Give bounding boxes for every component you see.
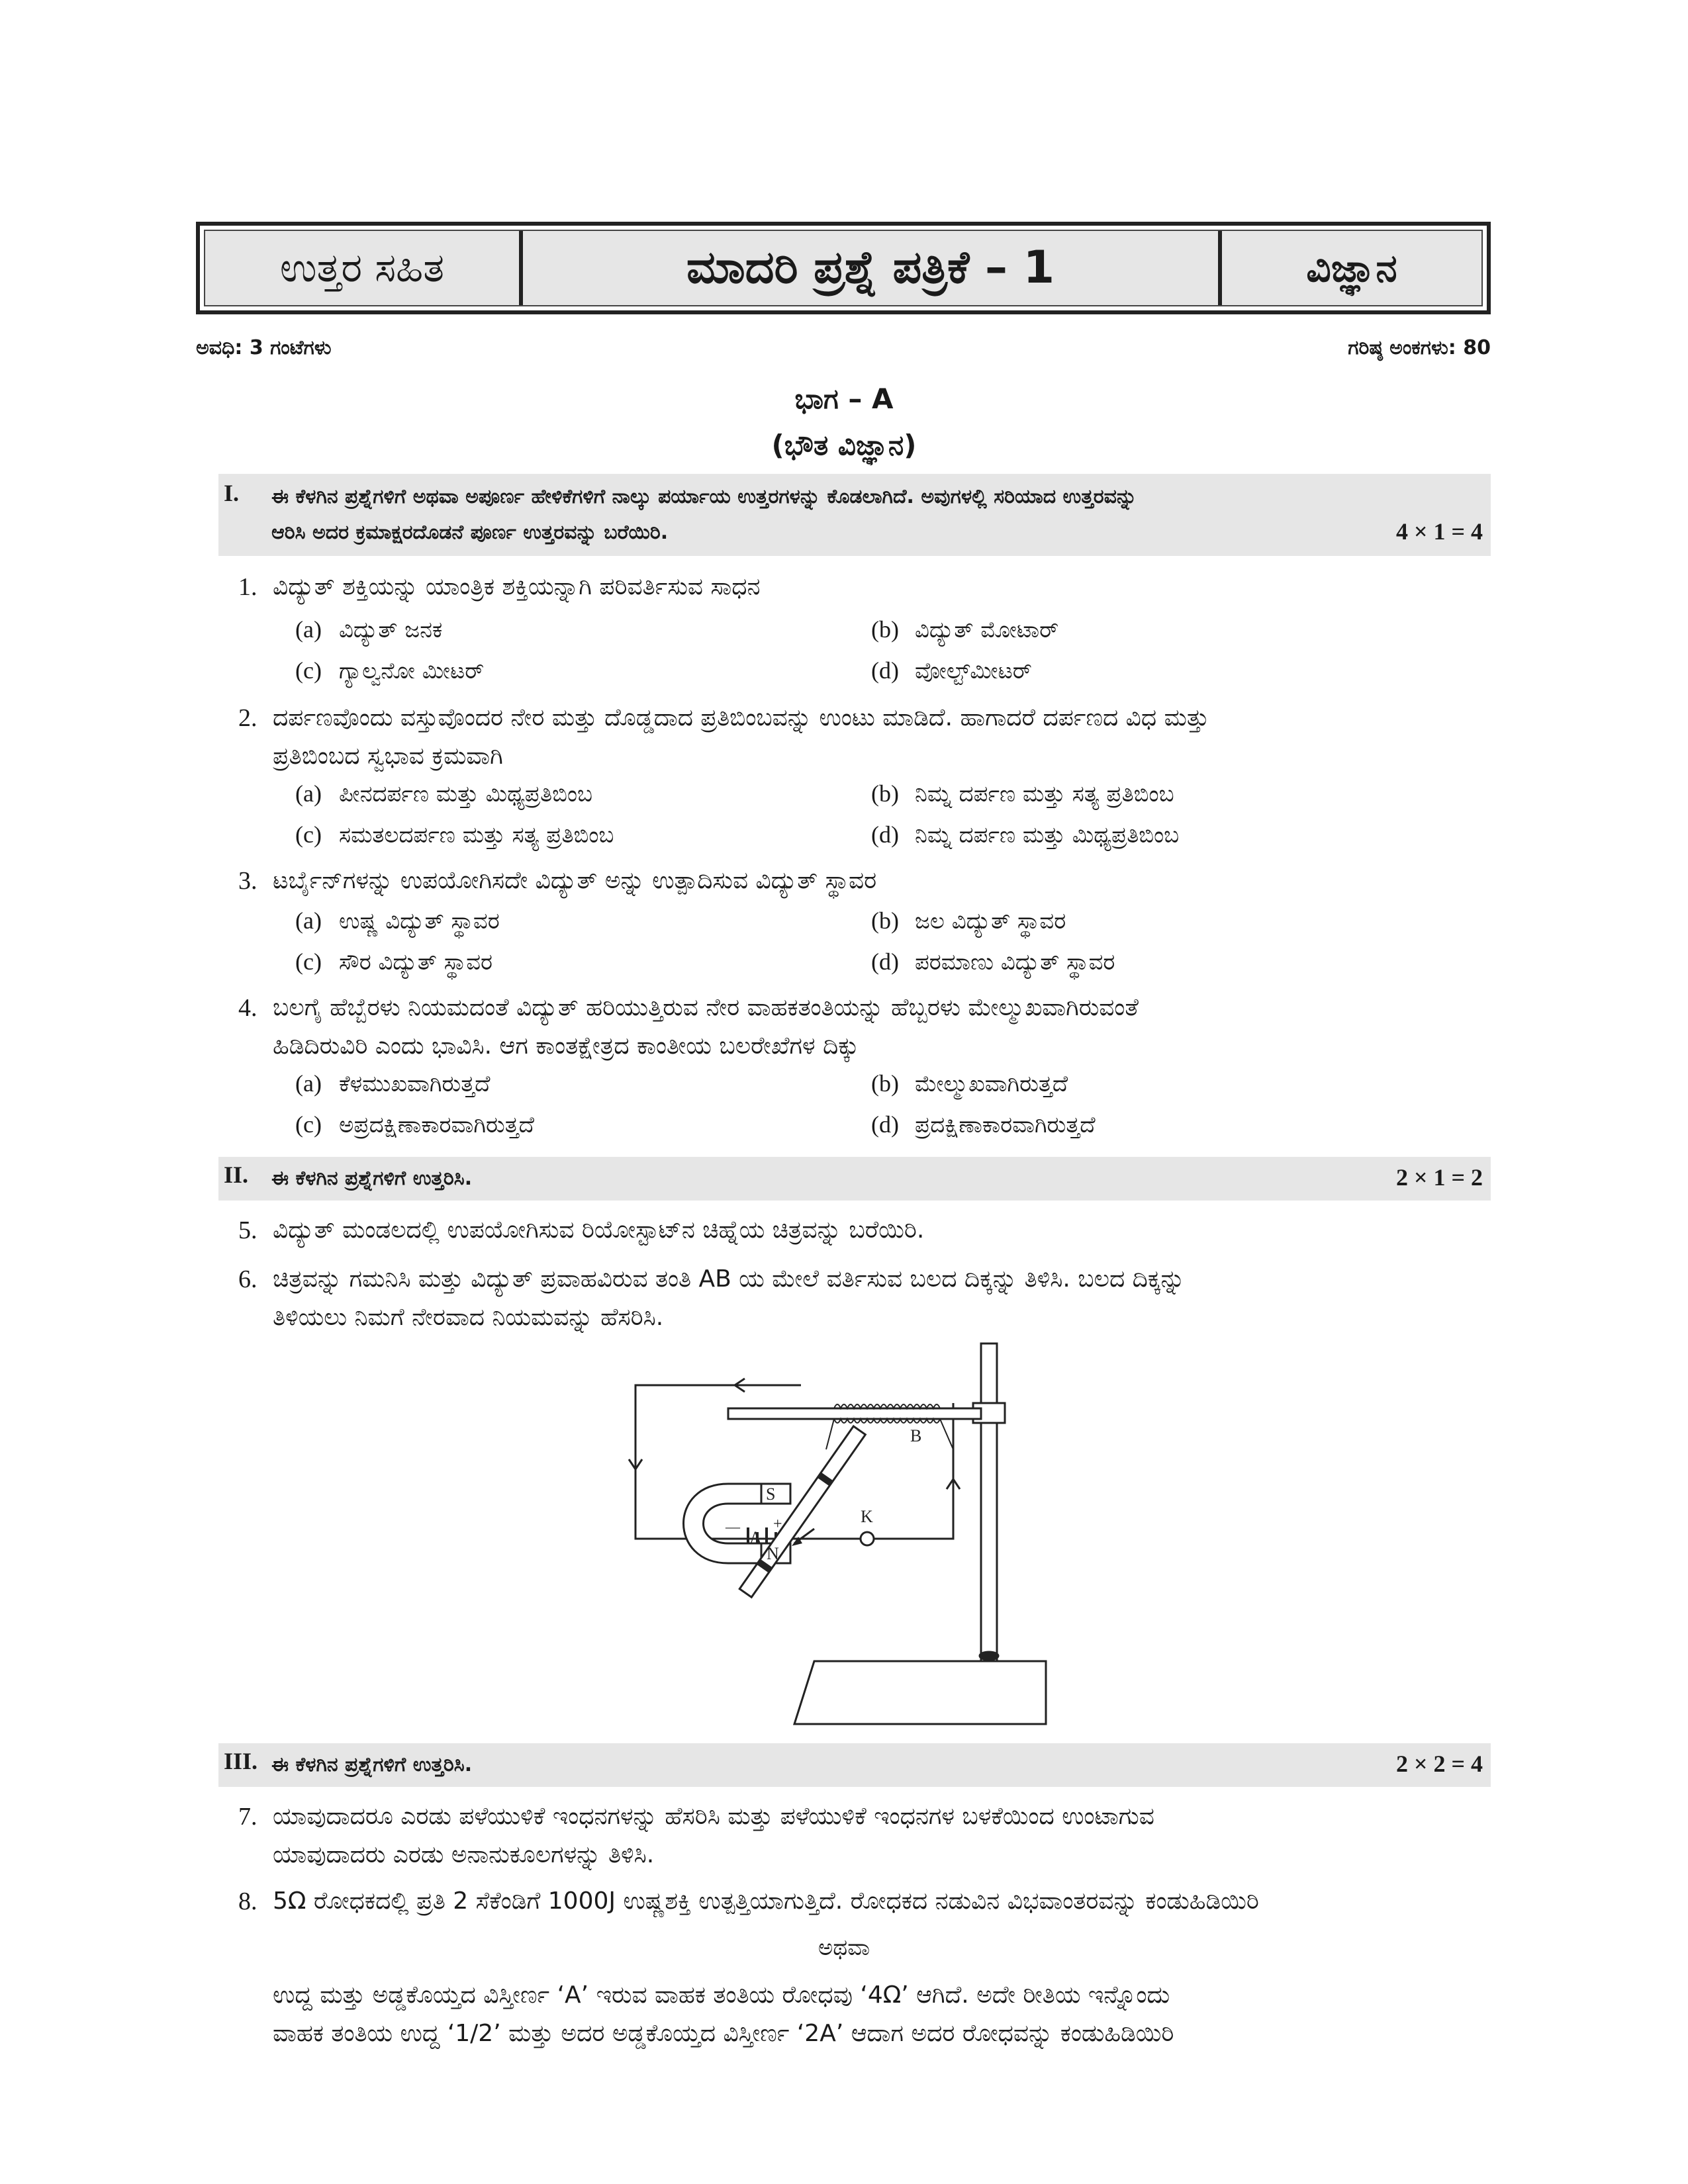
q4-option-a: (a) ಕೆಳಮುಖವಾಗಿರುತ್ತದೆ	[295, 1070, 491, 1097]
max-marks: ಗರಿಷ್ಠ ಅಂಕಗಳು: 80	[1348, 336, 1491, 359]
q3-option-a: (a) ಉಷ್ಣ ವಿದ್ಯುತ್ ಸ್ಥಾವರ	[295, 907, 500, 934]
question-2: 2. ದರ್ಪಣವೊಂದು ವಸ್ತುವೊಂದರ ನೇರ ಮತ್ತು ದೊಡ್ಡದಾದ ಪ್ರತಿಬಿಂಬವನ್ನು ಉಂಟು ಮಾಡಿದೆ. ಹಾಗಾದರೆ ದರ್ಪಣದ ವಿಧ ಮತ್ತು ಪ್ರತಿಬಿಂಬದ ಸ್ವಭಾವ ಕ್ರಮವಾಗಿ	[238, 704, 1209, 770]
q2-option-a: (a) ಪೀನದರ್ಪಣ ಮತ್ತು ಮಿಥ್ಯಪ್ರತಿಬಿಂಬ	[295, 780, 593, 807]
header-subject: ವಿಜ್ಞಾನ	[1306, 245, 1397, 291]
label-n: N	[767, 1544, 779, 1563]
label-s: S	[766, 1484, 776, 1504]
question-6: 6. ಚಿತ್ರವನ್ನು ಗಮನಿಸಿ ಮತ್ತು ವಿದ್ಯುತ್ ಪ್ರವಾಹವಿರುವ ತಂತಿ AB ಯ ಮೇಲೆ ವರ್ತಿಸುವ ಬಲದ ದಿಕ್ಕನ್ನು ತಿಳಿಸಿ. ಬಲದ ದಿಕ್ಕನ್ನು ತಿಳಿಯಲು ನಿಮಗೆ ನೇರವಾದ ನಿಯಮವನ್ನು ಹೆಸರಿಸಿ.	[238, 1265, 1185, 1331]
label-a: A	[749, 1528, 762, 1547]
stand-base	[794, 1661, 1046, 1724]
q3-option-c: (c) ಸೌರ ವಿದ್ಯುತ್ ಸ್ಥಾವರ	[295, 948, 493, 976]
q8-or: ಅಥವಾ	[818, 1934, 870, 1961]
question-8: 8. 5Ω ರೋಧಕದಲ್ಲಿ ಪ್ರತಿ 2 ಸೆಕೆಂಡಿಗೆ 1000J ಉಷ್ಣಶಕ್ತಿ ಉತ್ಪತ್ತಿಯಾಗುತ್ತಿದೆ. ರೋಧಕದ ನಡುವಿನ ವಿಭವಾಂತರವನ್ನು ಕಂಡುಹಿಡಿಯಿರಿ	[238, 1888, 1259, 1915]
section-1-heading: I. ಈ ಕೆಳಗಿನ ಪ್ರಶ್ನೆಗಳಿಗೆ ಅಥವಾ ಅಪೂರ್ಣ ಹೇಳಿಕೆಗಳಿಗೆ ನಾಲ್ಕು ಪರ್ಯಾಯ ಉತ್ತರಗಳನ್ನು ಕೊಡಲಾಗಿದೆ. ಅವುಗಳಲ್ಲಿ ಸರಿಯಾದ ಉತ್ತರವನ್ನು ಆರಿಸಿ ಅದರ ಕ್ರಮಾಕ್ಷರದೊಡನೆ ಪೂರ್ಣ ಉತ್ತರವನ್ನು ಬರೆಯಿರಿ. 4 × 1 = 4	[218, 474, 1491, 556]
hanging-wire-left	[826, 1419, 834, 1449]
label-k: K	[861, 1507, 873, 1526]
q2-option-d: (d) ನಿಮ್ನ ದರ್ಪಣ ಮತ್ತು ಮಿಥ್ಯಪ್ರತಿಬಿಂಬ	[871, 821, 1180, 848]
q4-option-c: (c) ಅಪ್ರದಕ್ಷಿಣಾಕಾರವಾಗಿರುತ್ತದೆ	[295, 1111, 534, 1138]
header-box	[196, 222, 1491, 314]
header-with-answers: ಉತ್ತರ ಸಹಿತ	[205, 231, 523, 305]
label-b: B	[910, 1426, 922, 1445]
section-3-heading: III. ಈ ಕೆಳಗಿನ ಪ್ರಶ್ನೆಗಳಿಗೆ ಉತ್ತರಿಸಿ. 2 × 2 = 4	[218, 1743, 1491, 1787]
conductor-rod-ab	[739, 1426, 865, 1597]
section-2-heading: II. ಈ ಕೆಳಗಿನ ಪ್ರಶ್ನೆಗಳಿಗೆ ಉತ್ತರಿಸಿ. 2 × 1 = 2	[218, 1157, 1491, 1201]
part-title: ಭಾಗ – A	[794, 383, 894, 415]
q3-option-d: (d) ಪರಮಾಣು ವಿದ್ಯುತ್ ಸ್ಥಾವರ	[871, 948, 1115, 976]
q1-option-d: (d) ವೋಲ್ಟ್‌ಮೀಟರ್	[871, 657, 1032, 684]
question-1: 1. ವಿದ್ಯುತ್ ಶಕ್ತಿಯನ್ನು ಯಾಂತ್ರಿಕ ಶಕ್ತಿಯನ್ನಾಗಿ ಪರಿವರ್ತಿಸುವ ಸಾಧನ	[238, 573, 761, 601]
question-4: 4. ಬಲಗೈ ಹೆಬ್ಬೆರಳು ನಿಯಮದಂತೆ ವಿದ್ಯುತ್ ಹರಿಯುತ್ತಿರುವ ನೇರ ವಾಹಕತಂತಿಯನ್ನು ಹೆಬ್ಬರಳು ಮೇಲ್ಮುಖವಾಗಿರುವಂತೆ ಹಿಡಿದಿರುವಿರಿ ಎಂದು ಭಾವಿಸಿ. ಆಗ ಕಾಂತಕ್ಷೇತ್ರದ ಕಾಂತೀಯ ಬಲರೇಖೆಗಳ ದಿಕ್ಕು	[238, 994, 1139, 1060]
q4-option-b: (b) ಮೇಲ್ಮುಖವಾಗಿರುತ್ತದೆ	[871, 1070, 1068, 1097]
q8-alternative: ಉದ್ದ ಮತ್ತು ಅಡ್ಡಕೊಯ್ತದ ವಿಸ್ತೀರ್ಣ ‘A’ ಇರುವ ವಾಹಕ ತಂತಿಯ ರೋಧವು ‘4Ω’ ಆಗಿದೆ. ಅದೇ ರೀತಿಯ ಇನ್ನೊಂದು ವಾಹಕ ತಂತಿಯ ಉದ್ದ ‘1/2’ ಮತ್ತು ಅದರ ಅಡ್ಡಕೊಯ್ತದ ವಿಸ್ತೀರ್ಣ ‘2A’ ಆದಾಗ ಅದರ ರೋಧವನ್ನು ಕಂಡುಹಿಡಿಯಿರಿ	[273, 1981, 1174, 2047]
q1-option-b: (b) ವಿದ್ಯುತ್ ಮೋಟಾರ್	[871, 616, 1059, 643]
q2-option-c: (c) ಸಮತಲದರ್ಪಣ ಮತ್ತು ಸತ್ಯ ಪ್ರತಿಬಿಂಬ	[295, 821, 614, 848]
q3-option-b: (b) ಜಲ ವಿದ್ಯುತ್ ಸ್ಥಾವರ	[871, 907, 1066, 934]
hanging-wire-right	[940, 1419, 953, 1449]
stand-rod	[981, 1343, 997, 1668]
key-symbol	[861, 1532, 874, 1545]
question-5: 5. ವಿದ್ಯುತ್ ಮಂಡಲದಲ್ಲಿ ಉಪಯೋಗಿಸುವ ರಿಯೋಸ್ಟಾಟ್‌ನ ಚಿಹ್ನೆಯ ಚಿತ್ರವನ್ನು ಬರೆಯಿರಿ.	[238, 1216, 925, 1244]
question-3: 3. ಟರ್ಬೈನ್‌ಗಳನ್ನು ಉಪಯೋಗಿಸದೇ ವಿದ್ಯುತ್ ಅನ್ನು ಉತ್ಪಾದಿಸುವ ವಿದ್ಯುತ್ ಸ್ಥಾವರ	[238, 867, 877, 895]
label-plus: +	[773, 1516, 782, 1533]
q1-option-a: (a) ವಿದ್ಯುತ್ ಜನಕ	[295, 616, 443, 643]
part-subtitle: (ಭೌತ ವಿಜ್ಞಾನ)	[771, 429, 917, 461]
stand-arm	[728, 1408, 981, 1419]
label-minus: —	[726, 1518, 740, 1535]
q4-option-d: (d) ಪ್ರದಕ್ಷಿಣಾಕಾರವಾಗಿರುತ್ತದೆ	[871, 1111, 1096, 1138]
question-7: 7. ಯಾವುದಾದರೂ ಎರಡು ಪಳೆಯುಳಿಕೆ ಇಂಧನಗಳನ್ನು ಹೆಸರಿಸಿ ಮತ್ತು ಪಳೆಯುಳಿಕೆ ಇಂಧನಗಳ ಬಳಕೆಯಿಂದ ಉಂಟಾಗುವ ಯಾವುದಾದರು ಎರಡು ಅನಾನುಕೂಲಗಳನ್ನು ತಿಳಿಸಿ.	[238, 1803, 1154, 1868]
header-paper-title: ಮಾದರಿ ಪ್ರಶ್ನೆ ಪತ್ರಿಕೆ – 1	[523, 231, 1222, 305]
q1-option-c: (c) ಗ್ಯಾಲ್ವನೋ ಮೀಟರ್	[295, 657, 485, 684]
circuit-figure	[596, 1330, 1072, 1727]
q2-option-b: (b) ನಿಮ್ನ ದರ್ಪಣ ಮತ್ತು ಸತ್ಯ ಪ್ರತಿಬಿಂಬ	[871, 780, 1174, 807]
duration: ಅವಧಿ: 3 ಗಂಟೆಗಳು	[196, 336, 332, 359]
